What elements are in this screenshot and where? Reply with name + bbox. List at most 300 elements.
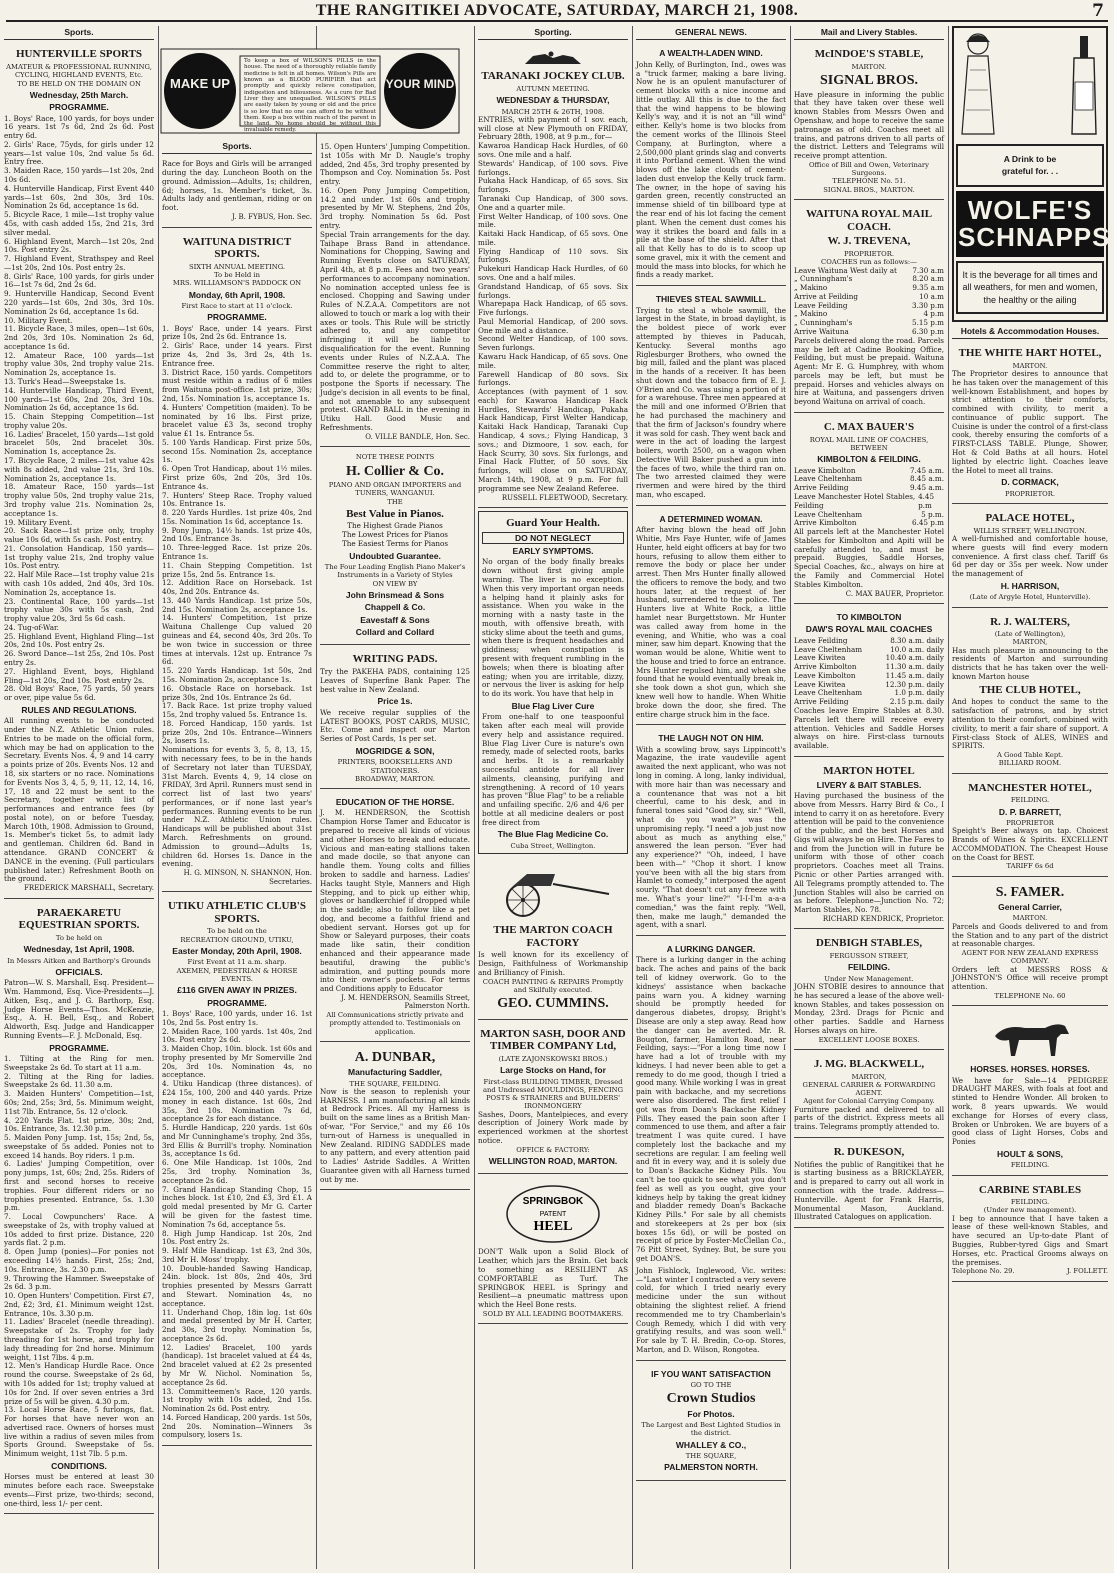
programme-item: 8. 220 Yards Hurdles. 1st prize 40s, 2nd 15s. Nomination 1s 6d, acceptance 1s. [162,508,312,526]
wolfe-brand-line-2: SCHNAPPS [958,222,1111,253]
banner-left-text: MAKE UP [170,76,230,91]
timetable-time: 4 p.m [923,309,944,319]
timetable-time: 10.0 a.m. daily [890,644,944,654]
timetable-stop: Leave Manchester Hotel Stables, Feilding [794,491,916,510]
your-mind-badge [384,53,456,129]
signature: O. VILLE BANDLE, Hon. Sec. [365,432,470,441]
ad-venue: In Messrs Aitken and Barthorp's Grounds [7,956,151,965]
timetable-time: 11.45 a.m. daily [885,670,944,680]
programme-item: 8. Open Jump (ponies)—For ponies not exceeding 14½ hands. First, 25s; 2nd, 10s. Entrance, 3s. 2.30 p.m. [4,1247,154,1274]
race-item: Wharepapa Hack Handicap, of 65 sovs. Five furlongs. [478,299,628,318]
ad-text: Furniture packed and delivered to all parts of the district. Express meets all trains. Telegrams promptly attended to. [794,1104,944,1132]
heel-logo-mid: PATENT [539,1211,567,1219]
ad-lead: IF YOU WANT SATISFACTION [651,1368,771,1379]
note-text: Race for Boys and Girls will be arranged during the day. Luncheon Booth on the ground. Admission—Adults, 1s; children, 6d; horses, 1s. Member's ticket, 3s. Adults lady and gentleman, riding or on foot. [162,159,312,213]
ad-text: We have for Sale—14 PEDIGREE DRAUGHT MARES, with foals at foot and stinted to Hendre Wonder. All broken to work, 8 years upwards. We would exchange for Horses of every class, Broken or Unbroken. We are buyers of a good class of Light Horses, Cobs and Ponies [952,1075,1108,1147]
firm-name: WHALLEY & CO., [675,1439,747,1450]
utiku-continued [320,140,470,447]
wolfe-lead-1: A Drink to be [1003,154,1057,164]
ad-text: Coaches leave Empire Stables at 8.30. Parcels left there will receive every attention. Vehicles and Saddle Horses always on hire. First-class turnouts available. [794,706,944,751]
programme-item: 23. Continental Race, 100 yards—1st trophy value 30s with 5s cash, 2nd trophy value 20s, 3rd 5s 6d cash. [4,596,154,624]
programme-item: 4. 220 Yards Flat. 1st prize, 30s; 2nd, 10s. Entrance, 3s. 12.30 p.m. [4,1115,154,1134]
ad-title: HUNTERVILLE SPORTS [15,48,143,61]
timetable-stop: „ Makino [794,309,828,319]
firm-address: WELLINGTON ROAD, MARTON. [488,1156,618,1167]
ad-text: A well-furnished and comfortable house, where guests will find every modern convenience. A first class chef. Tariff 6s 6d per day or 35s per week. Now under the management of [952,533,1108,579]
programme-item: 13. Committeemen's Race, 120 yards. 1st trophy with 10s added, 2nd 15s. Nomination 2s 6d. Post entry. [162,1386,312,1414]
ad-date: Wednesday, 1st April, 1908. [23,944,135,955]
wilsons-pills-banner [160,48,460,134]
ad-role: General Carrier, [998,902,1062,913]
ad-title: DAW'S ROYAL MAIL COACHES [805,624,933,635]
programme-item: 9. Half Mile Handicap. 1st £3, 2nd 30s, 3rd Mr H. Moss' trophy. [162,1246,312,1264]
conditions-text: Horses must be entered at least 30 minutes before each race. Sweepstake events—First prize, two-thirds; second, one-third, less 1/- per cent. [4,1472,154,1508]
telephone: Telephone No. 29. [952,1267,1015,1276]
signature: SIGNAL BROS., MARTON. [823,185,915,194]
programme-item: 24. Tug-of-War. [4,622,59,632]
programme-item: 14. Hunterville Handicap, Third Event, 100 yards—1st 60s, 2nd 20s, 3rd 10s. Nomination 2s 6d, acceptance 1s 6d. [4,385,154,413]
ad-text: Parcels delivered along the road. Parcels may be left at Cadine Booking Office, Feilding, but must be prepaid. Waituna Agent: Mr E. G. Humphrey, with whom parcels may be left, but must be prepaid. Horses and vehicles always on hire at Waituna, and passengers driven beyond Waituna on arrival of coach. [794,335,944,407]
timetable-stop: Leave Kiwitea [794,679,846,689]
programme-item: 3. Maiden Chop, 10in. block. 1st 60s and trophy presented by Mr Somerville 2nd 20s, 3rd 10s. Nomination 4s, no acceptance. [162,1044,312,1080]
proprietor-name: GEO. CUMMINS. [497,996,609,1012]
programme-item: 16. Ladies' Bracelet, 150 yards—1st gold bracelet 50s, 2nd bracelet 30s. Nomination 1s, acceptance 2s. [4,429,154,457]
crown-studios-ad [636,1364,786,1481]
buggy-illustration-icon [493,864,613,920]
ad-prizes: £116 GIVEN AWAY IN PRIZES. [177,985,297,996]
ad-subtitle: SIXTH ANNUAL MEETING. [188,262,286,271]
timetable-label: COACHES run as follows:— [821,258,917,267]
ad-text: All parcels left at the Manchester Hotel Stables for Kimbolton and Apiti will be carefully attended to, and must be prepaid. Buggies, Saddle Horses, Special Coaches, &c., always on hire at the Family and Commercial Hotel Stables Kimbolton. [794,527,944,589]
column-5 [632,26,790,1569]
tariff: TARIFF 6s 6d [1006,862,1054,871]
manager-late: (Late of Argyle Hotel, Hunterville). [969,593,1091,602]
ad-for: For Photos. [687,1408,735,1419]
article-text: There is a lurking danger in the aching back. The aches and pains of the back tell of kidney overwork. Go to the kidneys' assistance when backache pains warn you. A kidney warning should be promptly heeded for dangerous diabetes, dropsy, Bright's Disease are only a step away. Read how the danger can be averted. Mr. R. Bougton, farmer, Hamilton Road, near Feilding, says:—"For a long time now I have had a lot of trouble with my kidneys. I had never been able to get a remedy to do me good, though I tried a good many. While working I was in great pain with backache, and my secretions were also disordered. The first relief I got was from Doan's Backache Kidney Pills. They eased the pain soon after I commenced to use them, and after a fair treatment I was quite cured. I have completely lost the backache and my secretions are regular. I am feeling well and fit in every way, and it is solely due to Doan's Backache Kidney Pills. You can't be too quick to see what you don't feel as well as you ought, give your kidneys help by taking the great kidney and bladder remedy Doan's Backache Kidney Pills." For sale by all chemists and storekeepers at 2s per box (six boxes 15s 6d), or will be posted on receipt of price by Foster-McClellan Co., 76 Pitt Street, Sydney. But, be sure you get DOAN'S. [636,955,786,1264]
dukeson-bricklayer-ad [794,1141,944,1228]
banner-right-text: YOUR MIND [385,77,455,91]
signature: RUSSELL FLEETWOOD, Secretary. [501,493,628,502]
signature: J. B. FYBUS, Hon. Sec. [231,213,312,222]
signature: C. MAX BAUER, Proprietor. [845,589,944,598]
programme-item: 6. One Mile Handicap. 1st 100s, 2nd 25s, 3rd trophy. Nomination 3s, acceptance 2s 6d. [162,1158,312,1185]
ad-text: Try the PAKEHA PADS, containing 125 Leaves of Superfine Bank Paper. The best value in New Zealand. [320,667,470,694]
timetable-stop: Leave Kimbolton [794,670,856,680]
section-header: GENERAL NEWS. [636,26,786,40]
ad-role: GENERAL CARRIER & FORWARDING AGENT. [802,1080,936,1098]
horse-education-ad [320,792,470,1042]
heel-logo-bottom: HEEL [533,1219,573,1235]
woman-figure-illustration [956,30,1000,140]
ad-text: Having purchased the business of the above from Messrs. Harry Bird & Co., I intend to carry it on as heretofore. Every attention will be paid to the convenience of the public, and the best Horses and Gigs will always be on Hire. The Fares to and from the Junction will in future be uniform with those of other coach proprietors. Coaches meet all Trains. Picnic or other Parties arranged with. All Telegrams promptly attended to. The Junction Stables will also be carried on as before. Telephone—Junction No. 72; Marton Stables, No. 78. [794,790,944,915]
article-text: Trying to steal a whole sawmill, the largest in the State, in broad daylight, is the boldest piece of work ever attempted by thieves in Paducah, Kentucky. Several months ago Riglesburger Brothers, who owned the big mill, failed and the plant was placed in the hands of a receiver. It has been shut down and the tobacco firm of E. J. O'Brien and Co. was using a portion of it for a warehouse. Three men appeared at the mill and one informed O'Brien that he had purchased the machinery and that the firm of Jackson's foundry where it was sold for cash. They went back and were in the act of loading the largest boilers, worth 2500, on a wagon when Detective Will Baker pushed a gun into the faces of two, while the third ran on. The two arrested claimed they were rivermen and were hired by the third man, who escaped. [636,305,786,500]
ad-office: Office of Bill and Owen, Veterinary Surgeons. [808,160,930,178]
programme-item: 9. Hunterville Handicap, Second Event 220 yards—1st 60s, 2nd 30s, 3rd 10s. Nomination 2s 6d, acceptance 1s 6d. [4,289,154,316]
programme-item: 1. Tilting at the Ring for men. Sweepstake 2s 6d. To start at 11 a.m. [4,1054,154,1072]
timetable-time: 10 a.m [919,291,944,301]
programme-item: 10. Three-legged Race. 1st prize 20s. Entrance 1s. [162,543,312,562]
springbok-heel-ad [478,1177,628,1324]
programme-item: 15. 220 Yards Handicap. 1st 50s, 2nd 15s. Nomination 2s, acceptance 1s. [162,666,312,684]
ad-text-2: And hopes to conduct the same to the satisfaction of patrons, and by strict attention to their comfort, combined with civility, to merit a fair share of support. A First-class Stock of ALES, WINES and SPIRITS. [952,697,1108,751]
race-list [478,142,628,388]
ad-text: Speight's Beer always on tap. Choicest Brands of Wines & Spirits. EXCELLENT ACCOMMODATION. The Cheapest House on the Coast for BEST. [952,826,1108,862]
programme-item: 10. Open Hunters' Competition. First £7, 2nd, £2; 3rd, £1. Minimum weight 12st. Entrance, 10s. 3.30 p.m. [4,1291,154,1318]
section-header: Mail and Livery Stables. [794,26,944,40]
programme-item: 6. Ladies' Jumping Competition, over pony jumps, 1st, 60s; 2nd, 25s. Riders of first and second horses to receive trophies. Four different riders or no trophies presented. Entrance, 5s. 1.30 p.m. [4,1159,154,1213]
banner-body-text: To keep a box of WILSON'S PILLS in the house. The need of a thoroughly reliable family medicine is felt in all homes. Wilson's Pills are known as a BLOOD PURIFIER that act promptly and quickly relieve constipation, indigestion and biliousness. As a cure for Bad Liver they are unequalled. WILSON'S PILLS are easily taken by young or old and the price is so low that no one can afford to be without them. Keep a box within reach of the parent in the land. No home should be without this invaluable remedy. [244,58,376,134]
programme-item: 12. Amateur Race, 100 yards—1st trophy value 30s, 2nd trophy value 21s. Nomination 2s, acceptance 1s. [4,350,154,378]
programme-item: 5. Bicycle Race, 1 mile—1st trophy value 45s, with cash added 15s, 2nd 21s, 3rd silver medal. [4,210,154,237]
programme-item: 11. Ladies' Bracelet (needle threading). Sweepstake of 2s. Trophy for lady threading for 1st horse, and trophy for lady threading for 2nd horse. Minimum weight, 11st 7lbs. 4 p.m. [4,1317,154,1362]
price: Price 1s. [377,696,413,707]
ad-date: Monday, 6th April, 1908. [188,289,286,300]
ad-the: THE [387,497,403,506]
ad-late: (Late of Wellington), [994,630,1066,639]
ad-title: WAITUNA DISTRICT SPORTS. [182,235,292,261]
news-lurking-danger [636,939,786,1361]
denbigh-stables-ad [794,932,944,1050]
column-1 [0,26,158,1569]
daws-coaches-ad [794,607,944,757]
jockey-emblem-icon [523,50,583,66]
hunterville-sports-ad [4,43,154,898]
proprietor-name: W. J. TREVENA, [827,235,911,248]
article-title: A LURKING DANGER. [666,944,756,955]
column-2 [158,140,316,1569]
ad-text: Has much pleasure in announcing to the residents of Marton and surrounding districts that he has taken over the well-known Marton house [952,645,1108,682]
programme-item: 4. Hunterville Handicap, First Event 440 yards—1st 60s, 2nd 30s, 3rd 10s. Nomination 2s 6d, acceptance 1s 6d. [4,183,154,211]
programme-item: 9. Throwing the Hammer. Sweepstake of 2s 6d. 3 p.m. [4,1273,154,1292]
ad-text: The Largest and Best Lighted Studios in the district. [641,1421,781,1438]
programme-item: 1. Boys' Race, under 14 years. First prize 10s, 2nd 2s 6d. Entrance 1s. [162,323,312,342]
max-bauer-coaches-ad [794,416,944,604]
marton-coach-ad [478,857,628,1020]
programme-label: PROGRAMME. [49,1042,109,1053]
programme-item: 2. Girls' Race, 75yds, for girls under 12 years—1st value 10s, 2nd value 5s 6d. Entry free. [4,139,154,167]
programme-list [162,1010,312,1440]
news-thieves-sawmill [636,289,786,506]
timetable-time: 9.45 a.m. [910,483,944,493]
programme-item: 13. 440 Yards Handicap. 1st prize 50s, 2nd 15s. Nomination 2s, acceptance 1s. [162,595,312,614]
programme-item: 2. Tilting at the Ring for ladies. Sweepstake 2s 6d. 11.30 a.m. [4,1071,154,1090]
ad-management: Under New Management. [824,974,914,983]
ad-title: THE MARTON COACH FACTORY [493,924,613,949]
programme-item: 21. Consolation Handicap, 150 yards—1st trophy value 21s, 2nd trophy value 10s. Post entry. [4,543,154,571]
timetable-stop: Arrive at Feilding [794,291,858,301]
programme-item: 5. 100 Yards Handicap. First prize 50s, second 15s. Nomination 2s, acceptance 1s. [162,437,312,465]
ad-agent: AGENT FOR NEW ZEALAND EXPRESS COMPANY. [961,949,1099,966]
race-item: Pukaha Hack Handicap, of 65 sovs. Six furlongs. [478,176,628,195]
race-item: First Welter Handicap, of 100 sovs. One mile. [478,211,628,230]
ad-held: To be held on [55,933,103,942]
acceptances-text: Acceptances (with payment of 1 sov. each) for Kawaroa Handicap Hack Hurdles, Stewards' Handicap, Pukaha Hack Handicap, First Welter Handicap, Kaitaki Hack Handicap, Taranaki Cup Handicap, 4 sovs.; Flying Handicap, 3 sovs.; and Dizmoore, 1 sov. each, for Hack Scurry, 30 sovs. Six furlongs, and Final Hack Flutter, of 50 sovs. Six furlongs, will close on SATURDAY, March 14th, 1908, at 9 p.m. For full programme see New Zealand Referee. [478,387,628,493]
maker-item: Chappell & Co. [364,602,426,613]
ad-start: First Event at 11 a.m. sharp. [187,958,287,967]
ad-text: I beg to announce that I have taken a lease of these well-known Stables, and have secured an Up-to-date Plant of Buggies, Rubber-tyred Gigs and Smart Horses, etc. Practical Grooms always on the premises. [952,1213,1108,1267]
ad-town: FEILDING. [1010,1198,1050,1207]
firm-name: HOULT & SONS, [997,1148,1063,1159]
ad-title: Guard Your Health. [506,517,600,530]
waituna-sports-ad [162,231,312,893]
ad-start: First Race to start at 11 o'clock. [181,302,293,311]
ad-title: McINDOE'S STABLE, [814,48,924,61]
ad-agent: Agent for Colonial Carrying Company. [803,1097,935,1106]
notes-text: Special Train arrangements for the day. Taihape Brass Band in attendance. Nominations for Chopping, Sawing and Running Events close on SATURDAY, April 4th, at 8 p.m. Fees and two years' performances to accompany nomination. No nomination accepted unless fee is enclosed. Chopping and Sawing under Rules of N.Z.A.A. Competitors are not allowed to touch or mark a log with their axes or tools. This Rule will be strictly adhered to, and any competitor infringing it will be liable to disqualification for the event. Running events under Rules of N.Z.A.A. The Committee reserve the right to alter, add to, or delete the programme, or to postpone the Sports if necessary. The Judge's decision in all events to be final, and not amenable to any subsequent protest. GRAND BALL in the evening in Utiku Hall. Good Music and Refreshments. [320,229,470,432]
ad-title: MANCHESTER HOTEL, [968,781,1092,794]
race-item: Grandstand Handicap, of 65 sovs. Six furlongs. [478,281,628,300]
programme-item: 14. Forced Handicap, 200 yards. 1st 50s, 2nd 20s. Nomination—Winners 3s compulsory, losers 1s. [162,1412,312,1440]
ad-route: KIMBOLTON & FEILDING. [817,454,921,465]
ad-title: EDUCATION OF THE HORSE. [335,797,455,808]
rules-text: All running events to be conducted under the N.Z. Athletic Union rules. Entries to be made on the official form, which may be had on application to the Secretary. Events Nos. 4, 9 and 14 carry a points prize of 20s. Events Nos. 12 and 18, six starters or no race. Nominations for Events Nos 3, 4, 5, 9, 11, 12, 14, 16, 17, 18 and 22 must be sent to the Secretary, together with list of performances and entrance fees (by postal note), on or before Tuesday, March 10th, 1908. Admission to Ground, 1s. Member's ticket 5s, to admit lady and gentleman. Children 6d. Band in attendance. GRAND CONCERT & DANCE in the evening. (Full particulars published later.) Refreshment Booth on the ground. [4,716,154,884]
ad-title: HORSES. HORSES. HORSES. [970,1064,1090,1075]
ad-date: Easter Monday, 20th April, 1908. [172,946,302,957]
ad-text: Parcels and Goods delivered to and from the Station and to any part of the district at reasonable charges. [952,921,1108,949]
ad-text: The Proprietor desires to announce that he has taken over the management of this well-known Establishment, and hopes by strict attention to their comforts, combined with civility, to merit a continuance of public support. The Cuisine is under the control of a first-class cook, thereby ensuring the comforts of a FIRST-CLASS TABLE. Plunge, Shower, Hot & Cold Baths at all hours. Hotel lighted by electric light. Coaches leave the Hotel to meet all trains. [952,369,1108,475]
proprietor-role: PROPRIETOR [1006,819,1054,827]
article-title: A WEALTH-LADEN WIND. [659,48,763,59]
programme-item: 3. Maiden Race, 150 yards—1st 20s, 2nd 10s 6d. [4,166,154,185]
programme-item: 12. Addition Race on Horseback. 1st 40s, 2nd 20s. Entrance 4s. [162,578,312,597]
timetable-stop: „ Cunningham's [794,318,853,328]
programme-item: 20. Sack Race—1st prize only, trophy value 10s 6d, with 5s cash. Post entry. [4,526,154,545]
guarantee: Undoubted Guarantee. [349,550,441,561]
programme-item: 13. Local Horse Race, 5 furlongs, flat. For horses that have never won an advertised race. Owners of horses must live within a radius of seven miles from Sports Ground. Sweepstake of 5s. Minimum weight, 11st 7lb. 5 p.m. [4,1405,154,1459]
timetable-stop: Leave Cheltenham [794,644,863,654]
race-item: Second Welter Handicap, of 100 sovs. Seven furlongs. [478,334,628,353]
timetable-time: 8.30 a.m. daily [890,635,944,645]
race-item: Paul Memorial Handicap, of 200 sovs. One mile and a distance. [478,316,628,335]
race-item: Stewards' Handicap, of 100 sovs. Five furlongs. [478,158,628,177]
ad-text: The Four Leading English Piano Maker's Instruments in a Variety of Styles [324,563,466,580]
section-header: Sporting. [478,26,628,40]
ad-town: FEILDING. [1010,796,1050,805]
signature: H. G. MINSON, N. SHANNON, Hon. Secretaries. [183,869,312,886]
ad-note: NOTE THESE POINTS [355,453,435,462]
ad-venue: MRS. WILLIAMSON'S PADDOCK ON [172,279,302,288]
programme-item: 11. Underhand Chop, 18in log. 1st 60s and medal presented by Mr H. Carter, 2nd 30s, 3rd trophy. Nomination 5s, acceptance 2s 6d. [162,1307,312,1343]
carbine-stables-ad [952,1179,1108,1282]
timetable-stop: Arrive Feilding [794,697,849,707]
column-4 [474,26,632,1569]
timetable-time: 5 p.m. [921,509,944,519]
ad-late: (LATE ZAJONSKOWSKI BROS.) [498,1054,608,1063]
wolfes-schnapps-ad [952,26,1111,322]
manchester-hotel-ad [952,777,1108,877]
ad-title: MARTON SASH, DOOR AND TIMBER COMPANY Ltd, [480,1027,626,1053]
ad-town: MARTON. [1012,914,1048,923]
race-item: Kaitaki Hack Handicap, of 65 sovs. One mile. [478,229,628,247]
programme-item: 9. Pony Jump, 14½ hands. 1st prize 40s, 2nd 10s. Entrance 3s. [162,525,312,544]
taranaki-jockey-club-ad [478,43,628,508]
programme-item: 12. Men's Handicap Hurdle Race. Once round the course. Sweepstake of 2s 6d, with 10s added for 1st; trophy valued at 10s for 2nd. If over seven entries a 3rd prize of 5s will be given. 4.30 p.m. [4,1361,154,1406]
article-text: John Kelly, of Burlington, Ind., owes was a "truck farmer, making a bare living. Now he is an opulent manufacturer of cement blocks with a nice income and little outlay. All this is due to the fact that the wind happens to be blowing Kelly's way, and it is not an "ill wind" either. Kelly's home is two blocks from the cement works of the Illinois Steel Company, at Burlington, where a 2,500,000 plant grinds slag and converts it into Portland cement. When the wind blows off the lake clouds of cement-laden dust envelop the Kelly truck farm. The owner, in the hope of saving his garden green, recently constructed an immense shield of tin billboard type at the rear end of his lot facing the cement plant. When the cement dust comes his way it strikes the board and falls in a pile at the base of the shield. After that all that Kelly has to do is to scoop up some gravel, mix it with the cement and mould the mass into blocks, for which he finds a ready market. [636,59,786,280]
ad-title: UTIKU ATHLETIC CLUB'S SPORTS. [168,900,306,925]
section-header: Hotels & Accommodation Houses. [952,325,1108,339]
writing-pads-ad [320,648,470,789]
timetable-stop: Leave Kiwitea [794,653,846,663]
ad-town: MARTON. [851,63,887,71]
ad-street: FERGUSSON STREET, [829,952,909,961]
ad-between: BETWEEN [850,443,888,452]
programme-item: 7. Local Cowpunchers' Race. A sweepstake of 2s, with trophy valued at 10s added to first prize. Distance, 220 yards flat. 2 p.m. [4,1212,154,1248]
news-laugh [636,728,786,936]
section-header: Sports. [4,26,154,40]
timetable-time: 10.40 a.m. daily [885,653,944,663]
rules-title: RULES AND REGULATIONS. [21,704,137,715]
marton-hotel-stables-ad [794,760,944,929]
timetable-row [794,493,944,511]
officials-label: OFFICIALS. [55,966,103,977]
ad-title: H. Collier & Co. [345,463,445,479]
programme-list [320,143,470,231]
ad-address: THE SQUARE, FEILDING. [349,1079,441,1088]
ad-town: FEILDING. [1010,1161,1050,1170]
programme-item: 3. District Race, 150 yards. Competitors must reside within a radius of 6 miles from Waituna post-office. 1st prize, 30s; 2nd, 15s. Nomination 1s, acceptance 1s. [162,367,312,403]
waituna-mail-coach-ad [794,203,944,413]
office-label: OFFICE & FACTORY: [516,1145,590,1154]
timetable-stop: „ Makino [794,283,828,293]
masthead [6,0,1108,22]
utiku-sports-ad [162,895,312,1446]
conditions-label: CONDITIONS. [51,1460,107,1471]
programme-item: 2. Maiden Race, 100 yards. 1st 40s, 2nd 10s. Post entry 2s 6d. [162,1026,312,1045]
programme-item: 3. Maiden Hunters' Competition—1st, 60s; 2nd, 25s; 3rd, 5s. Minimum weight, 11st 7lb. Entrance, 5s. 12 o'clock. [4,1089,154,1116]
ad-title: CARBINE STABLES [978,1183,1082,1196]
ad-held: To be held on the [207,927,267,936]
programme-item: 8. Girls' Race, 100 yards, for girls under 16—1st 7s 6d, 2nd 2s 6d. [4,271,154,290]
maker-item: Eavestaff & Sons [360,614,430,625]
timetable-time: 8.20 a.m [912,274,944,284]
programme-item: 17. Bicycle Race, 2 miles—1st value 42s with 8s added, 2nd value 21s, 3rd 10s. Nomination 2s, acceptance 1s. [4,456,154,483]
walters-club-hotel-ad [952,611,1108,774]
ad-subtitle: AMATEUR & PROFESSIONAL RUNNING, CYCLING, HIGHLAND EVENTS, Etc. [6,63,152,80]
feature-item: The Easiest Terms for Pianos [341,539,449,549]
race-item: Flying Handicap of 110 sovs. Six furlongs. [478,246,628,265]
programme-item: 8. High Jump Handicap. 1st 20s, 2nd 10s. Post entry 2s. [162,1228,312,1247]
article-title: THIEVES STEAL SAWMILL. [655,294,767,305]
ad-venue: TO BE HELD ON THE DOMAIN ON [17,79,141,88]
programme-item: 10. Double-handed Sawing Handicap, 24in. block. 1st 80s, 2nd 40s, 3rd trophies presented by Messrs Garratt and Stewart. Nomination 4s, no acceptance. [162,1263,312,1308]
ad-town: MARTON. [1012,361,1048,370]
signature: FREDERICK MARSHALL, Secretary. [24,884,154,893]
white-hart-hotel-ad [952,342,1108,504]
programme-item: 4. Hunters' Competition (maiden). To be nominated by 16 lbs. First prize, bracelet value £3 3s, second trophy value £1 1s. Entrance 5s. [162,402,312,439]
ad-text-2: From one-half to one teaspoonful taken after each meal will provide every help and assistance required. Blue Flag Liver Cure is nature's own remedy, made of selected roots, barks and herbs. It is a remarkably successful antidote for all liver ailments, cleansing, purifying and strengthening. A record of 10 years has proven "Blue Flag" to be a reliable and unfailing specific. 2/6 and 4/6 per bottle at all medicine dealers or post free direct from [482,712,624,827]
timetable-time: 4.45 p.m [918,491,935,510]
springbok-heel-logo [505,1184,601,1244]
timetable-time: 3.30 p.m [912,300,944,310]
race-item: Pukekuri Handicap Hack Hurdles, of 60 sovs. One and a half miles. [478,264,628,282]
wolfe-tagline: It is the beverage for all times and all weathers, for men and women, the healthy or the ailing [956,261,1104,313]
ad-town: FEILDING. [847,962,891,973]
proprietor-role: PROPRIETOR. [844,249,894,258]
news-determined-woman [636,509,786,726]
ad-best: Best Value in Pianos. [346,507,444,520]
wolfe-lead-box [956,144,1104,187]
timetable-time: 1.0 p.m. daily [894,688,944,698]
programme-item: 15. Open Hunters' Jumping Competition. 1st 105s with Mr D. Naugle's trophy added, 2nd 45s, 3rd trophy presented by Thompson and Coy. Nomination 5s. Post entry. [320,142,470,187]
column-6 [790,26,948,1569]
timetable-time: 7.30 a.m [912,265,944,275]
timetable-stop: Arrive Waituna [794,327,849,336]
ad-note: All Communications strictly private and promptly attended to. Testimonials on application. [326,1010,464,1036]
timetable-stop: „ Cunningham's [794,274,853,284]
programme-item: 15. Chain Stepping Competition—1st trophy value 20s. [4,412,154,430]
make-up-badge [164,53,236,129]
horse-illustration [985,1016,1075,1060]
ad-text: Notifies the public of Rangitikei that he is starting business as a BRICKLAYER, and is prepared to carry out all work in connection with the trade. Address—Hunterville. Agent for Frank Harris, Monumental Mason, Auckland. Illustrated Catalogues on application. [794,1159,944,1222]
ad-text-2: Sashes, Doors, Mantelpieces, and every description of Joinery Work made by experienced workmen at the shortest notice. [478,1109,628,1146]
section-header: Sports. [162,140,312,154]
ad-title: MARTON HOTEL [823,764,915,777]
ad-title: THE WHITE HART HOTEL, [958,347,1102,360]
ad-go: GO TO THE [690,1380,732,1389]
programme-item: 1. Boys' Race, 100 yards, under 16. 1st 10s, 2nd 5s. Post entry 1s. [162,1008,312,1027]
timetable-time: 6.30 p.m [912,327,944,336]
timetable [794,467,944,528]
signature: RICHARD KENDRICK, Proprietor. [822,914,944,923]
collier-piano-ad [320,450,470,645]
newspaper-title: THE RANGITIKEI ADVOCATE, SATURDAY, MARCH 21, 1908. [315,2,799,19]
timetable-stop: Leave Feilding [794,635,848,645]
timetable-time: 6.45 p.m [912,518,944,528]
ad-text: JOHN STOBIE desires to announce that he has secured a lease of the above well-known Stables, and takes possession on Monday, 23rd. Drags for Picnic and other parties. Saddle and Harness Horses always on hire. [794,981,944,1035]
ad-title: DENBIGH STABLES, [815,937,923,950]
programme-item: 27. Highland Event, boys, Highland Fling—1st 20s, 2nd 10s. Post entry 2s. [4,666,154,685]
column-7 [948,26,1112,1569]
programme-item: 5. Hurdle Handicap, 220 yards. 1st 60s and Mr Cunninghame's trophy, 2nd 35s, 3rd Ellis & Burrill's trophy. Nomination 3s, acceptance 1s 6d. [162,1123,312,1159]
ad-title: C. MAX BAUER'S [823,421,915,434]
ad-footer [952,1267,1108,1275]
view-label: ON VIEW BY [372,579,418,588]
ad-text: DON'T Walk upon a Solid Block of Leather, which jars the Brain. Get back to something as RESILIENT AS COMFORTABLE as Turf. The SPRINGBOK HEEL is Springy and Resilient—a pneumatic mattress upon which the Heel Bone rests. [478,1247,628,1310]
ad-held: To be Held in [214,271,260,280]
timetable-time: 8.45 a.m. [910,474,944,484]
programme-list [162,325,312,747]
race-item: Farewell Handicap of 80 sovs. Six furlongs. [478,369,628,388]
timetable-stop: Arrive Kimbolton [794,662,857,672]
maker-item: Collard and Collard [355,627,435,638]
programme-item: 18. Forced Handicap, 150 yards. 1st prize 20s, 2nd 10s. Entrance—Winners 2s, losers 1s. [162,718,312,746]
ad-text: No organ of the body finally breaks down without first giving ample warning. The liver is no exception. When this very important organ needs a helping hand it plainly asks for assistance. When you wake in the morning with a nasty taste in the mouth, with offensive breath, with sticky slime about the teeth and gums, when there is frequent headaches and giddiness; when constipation is present with frequent rumbling in the bowels; when there is bloating after eating; when you are irritable, dizzy, or nervous the liver is asking for help to do its work. You have that help in [482,557,624,699]
timetable-stop: Leave Waituna West daily at [794,265,897,275]
ad-subtitle: ROYAL MAIL LINE OF COACHES, [809,435,929,444]
ad-date-2: MARCH 25TH & 26TH, 1908. [501,107,605,116]
race-item: Kawaroa Handicap Hack Hurdles, of 60 sovs. One mile and a half. [478,141,628,160]
programme-item: 14. Hunters' Competition, 1st prize Waituna Challenge Cup valued 20 guineas and £4, second 40s, 3rd 20s. To be won twice in succession or three times at intervals. 12st up. Entrance 7s 6d. [162,613,312,667]
ad-symptoms: EARLY SYMPTOMS. [512,546,594,557]
ad-text: Now is the season to replenish your HARNESS. I am manufacturing all kinds at Bedrock Prices. All my Harness is built on the same lines as a British Man-of-war, "For Service," and my £6 10s turn-out of Harness is unequalled in New Zealand. RIDING SADDLES made to any pattern, and every attention paid to Ladies' Astride Saddles. A Written Guarantee given with all Harness turned out by me. [320,1086,470,1184]
timetable-time: 11.30 a.m. daily [885,662,944,672]
mcindoe-stable-ad [794,43,944,200]
ad-subtitle: Manufacturing Saddler, [348,1067,442,1078]
timetable-stop: Leave Cheltenham [794,474,863,484]
timetable-stop: Leave Feilding [794,300,848,310]
ad-repairs: COACH PAINTING & REPAIRS Promptly and Skilfully executed. [482,977,624,994]
timetable-stop: Arrive Kimbolton [794,518,857,528]
timetable-stop: Arrive Feilding [794,483,849,493]
ad-text: Is well known for its excellency of Design, Faithfulness of Workmanship and Brilliancy of Finish. [478,950,628,977]
signature: J. FOLLETT. [1066,1267,1108,1276]
notes-text: Nominations for events 3, 5, 8, 13, 15, with necessary fees, to be in the hands of Secretary not later than TUESDAY, 31st March. Events 4, 9, 14 close on FRIDAY, 3rd April. Runners must send in correct list of last two years' performances, or if none last year's performances. Running events to be run under N.Z. Athletic Union rules. Handicaps will be published about 31st March. Refreshments on ground. Admission to ground—Adults 1s, children 6d. Horses 1s. Dance in the evening. [162,745,312,869]
ad-title: S. FAMER. [995,884,1065,900]
programme-item: 11. Chain Stepping Competition. 1st prize 15s, 2nd 5s. Entrance 1s. [162,560,312,579]
programme-item: 1. Boys' Race, 100 yards, for boys under 16 years. 1st 7s 6d, 2nd 2s 6d. Post entry 6d. [4,113,154,141]
timetable-time: 5.15 p.m [912,318,944,328]
ad-lead: TO KIMBOLTON [836,612,902,623]
